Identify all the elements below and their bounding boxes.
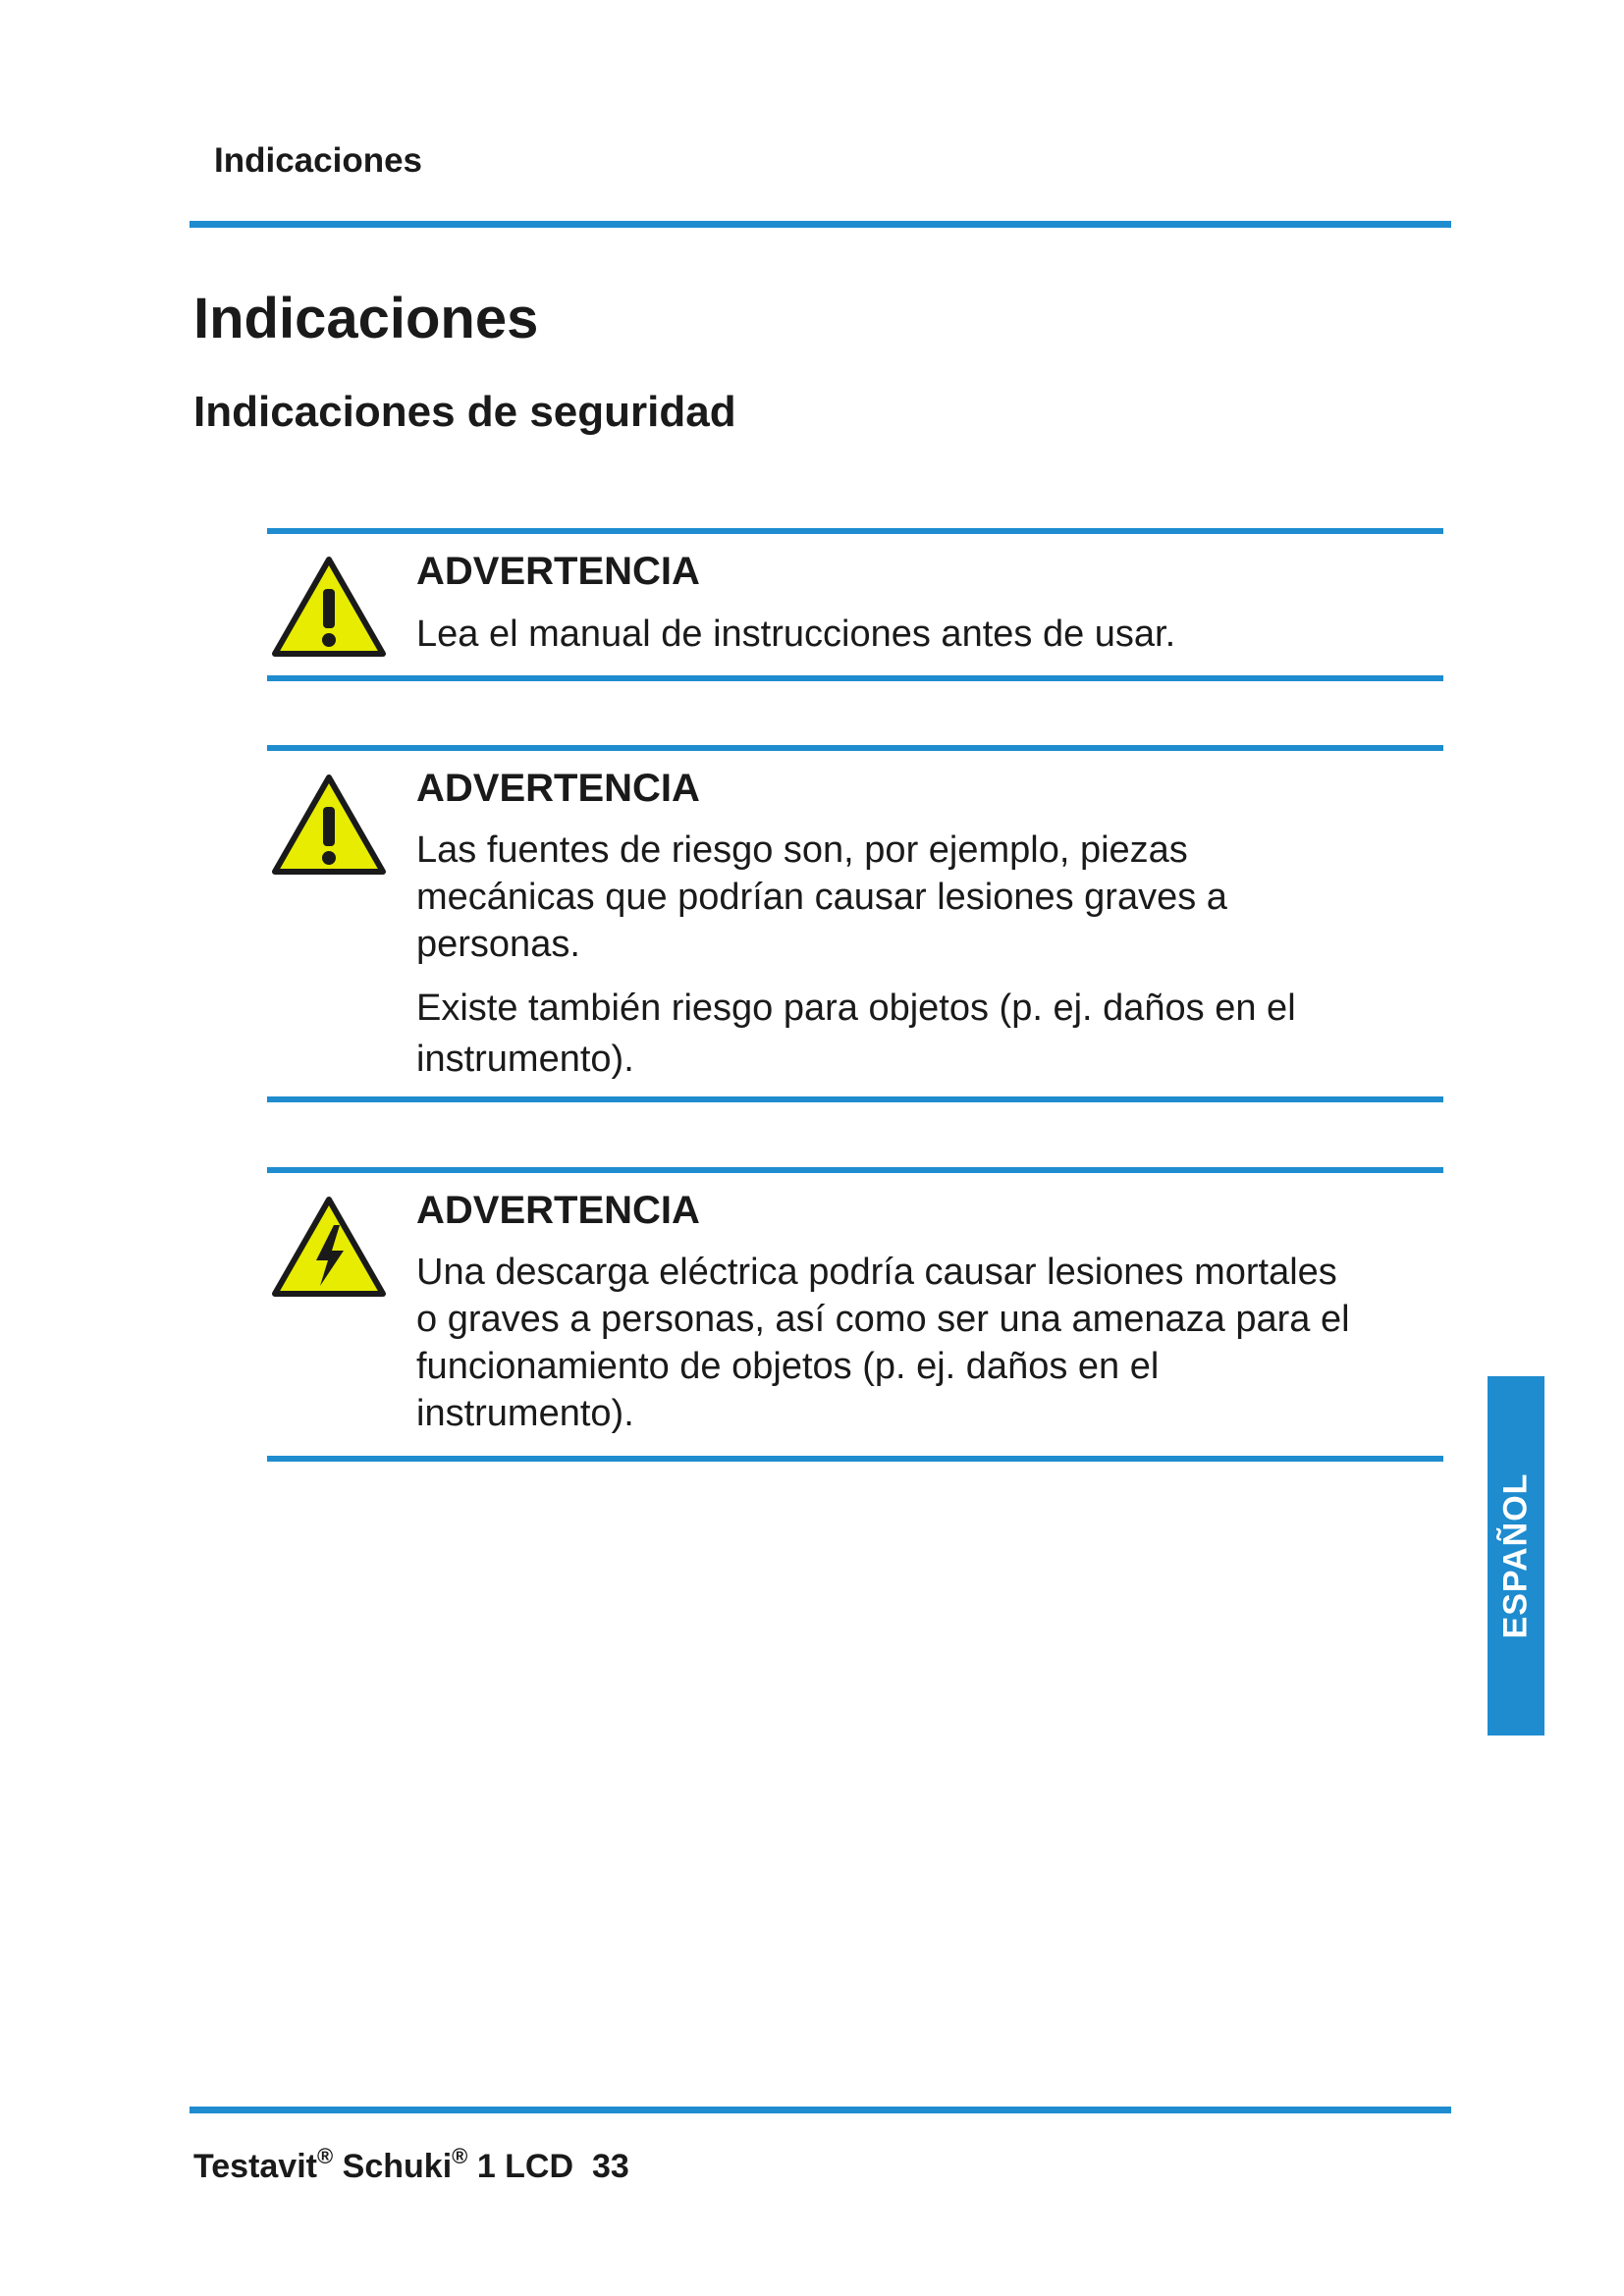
- language-side-tab-label: ESPAÑOL: [1496, 1472, 1535, 1639]
- footer-brand: Testavit: [193, 2148, 317, 2185]
- warning-3-text: Una descarga eléctrica podría causar lesiones mortales o graves a personas, así como ser una amenaza para el funcionamiento de objetos (p. ej. daños en el instrumento).: [416, 1252, 1350, 1434]
- registered-mark: ®: [316, 2144, 334, 2168]
- warning-2-top-rule: [267, 745, 1443, 751]
- running-header: Indicaciones: [214, 141, 423, 180]
- section-title: Indicaciones de seguridad: [193, 388, 736, 436]
- registered-mark: ®: [452, 2144, 468, 2168]
- page-title: Indicaciones: [193, 287, 539, 350]
- footer-model-suffix: 1 LCD: [476, 2148, 574, 2185]
- footer-model: Schuki: [342, 2148, 453, 2185]
- warning-2-bottom-rule: [267, 1096, 1443, 1102]
- warning-electric-icon: [271, 1196, 387, 1298]
- warning-exclamation-icon: [271, 774, 387, 876]
- footer-product-line: [193, 2144, 629, 2185]
- page-number: 33: [591, 2148, 629, 2185]
- footer-rule: [189, 2107, 1451, 2113]
- warning-1-heading: ADVERTENCIA: [416, 550, 700, 593]
- warning-1-bottom-rule: [267, 675, 1443, 681]
- warning-3-top-rule: [267, 1167, 1443, 1173]
- warning-3-heading: ADVERTENCIA: [416, 1189, 700, 1232]
- warning-1-top-rule: [267, 528, 1443, 534]
- header-rule: [189, 221, 1451, 228]
- warning-exclamation-icon: [271, 556, 387, 658]
- warning-3-bottom-rule: [267, 1456, 1443, 1462]
- warning-2-text-1: Las fuentes de riesgo son, por ejemplo, piezas mecánicas que podrían causar lesiones graves a personas.: [416, 829, 1227, 965]
- warning-2-heading: ADVERTENCIA: [416, 767, 700, 810]
- language-side-tab: [1488, 1376, 1544, 1735]
- warning-1-text: Lea el manual de instrucciones antes de usar.: [416, 614, 1176, 655]
- warning-2-text-2: Existe también riesgo para objetos (p. ej. daños en el instrumento).: [416, 988, 1296, 1080]
